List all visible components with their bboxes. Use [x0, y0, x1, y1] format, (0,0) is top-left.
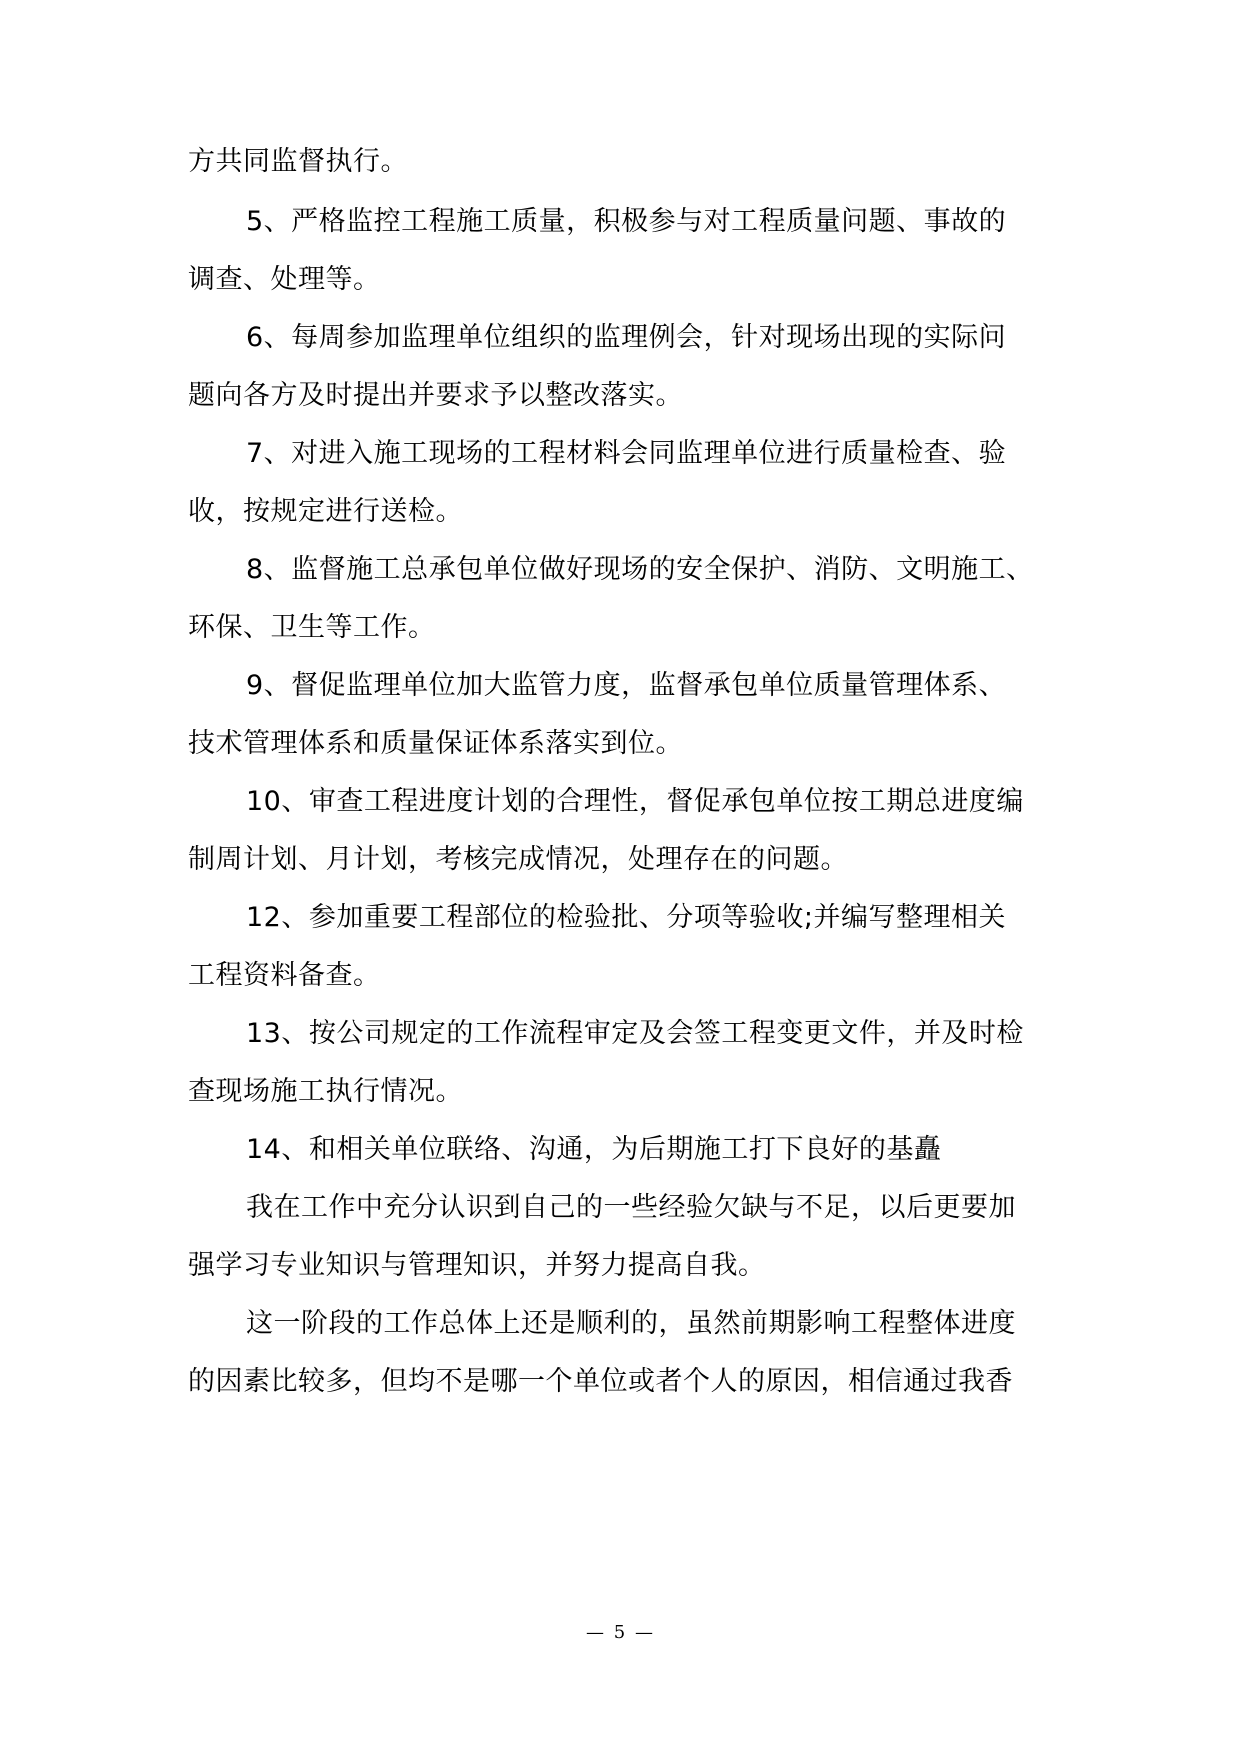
page-number: — 5 — [586, 1622, 655, 1643]
text-line: 制周计划、月计划，考核完成情况，处理存在的问题。 [188, 844, 848, 875]
text-line: 环保、卫生等工作。 [188, 612, 436, 643]
text-line: 12、参加重要工程部位的检验批、分项等验收;并编写整理相关 [246, 902, 1006, 933]
text-line: 查现场施工执行情况。 [188, 1076, 463, 1107]
text-line: 13、按公司规定的工作流程审定及会签工程变更文件，并及时检 [246, 1018, 1024, 1049]
text-line: 我在工作中充分认识到自己的一些经验欠缺与不足，以后更要加 [246, 1192, 1016, 1223]
text-line: 8、监督施工总承包单位做好现场的安全保护、消防、文明施工、 [246, 554, 1034, 585]
text-line: 10、审查工程进度计划的合理性，督促承包单位按工期总进度编 [246, 786, 1024, 817]
text-line: 这一阶段的工作总体上还是顺利的，虽然前期影响工程整体进度 [246, 1308, 1016, 1339]
text-line: 工程资料备查。 [188, 960, 381, 991]
text-line: 技术管理体系和质量保证体系落实到位。 [188, 728, 683, 759]
text-line: 5、严格监控工程施工质量，积极参与对工程质量问题、事故的 [246, 206, 1007, 237]
text-line: 调查、处理等。 [188, 264, 381, 295]
text-line: 收，按规定进行送检。 [188, 496, 463, 527]
text-line: 题向各方及时提出并要求予以整改落实。 [188, 380, 683, 411]
text-line: 6、每周参加监理单位组织的监理例会，针对现场出现的实际问 [246, 322, 1007, 353]
text-line: 强学习专业知识与管理知识，并努力提高自我。 [188, 1250, 766, 1281]
text-line: 9、督促监理单位加大监管力度，监督承包单位质量管理体系、 [246, 670, 1007, 701]
text-line: 方共同监督执行。 [188, 146, 408, 177]
text-line: 的因素比较多，但均不是哪一个单位或者个人的原因，相信通过我香 [188, 1366, 1013, 1397]
text-line: 14、和相关单位联络、沟通，为后期施工打下良好的基矗 [246, 1134, 942, 1165]
text-line: 7、对进入施工现场的工程材料会同监理单位进行质量检查、验 [246, 438, 1007, 469]
